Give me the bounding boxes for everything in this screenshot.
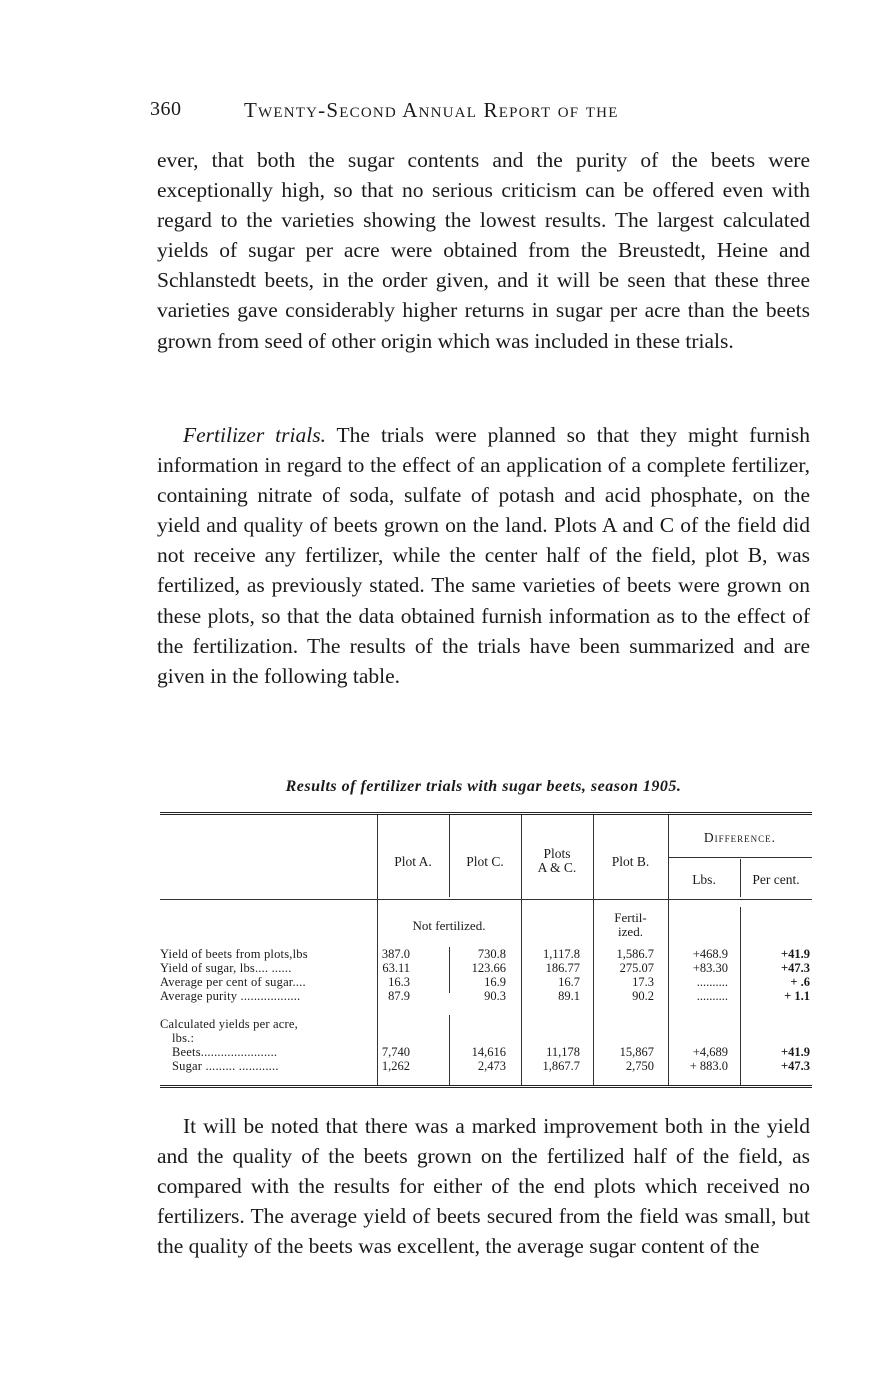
header-plots-ac: A & C. (537, 860, 577, 875)
cell-difference-percent: + .6 (790, 975, 810, 989)
cell-plot-b: 275.07 (619, 961, 654, 975)
paragraph-body: The trials were planned so that they might furnish information in regard to the effect of an application of a complete fertilizer, containing nitrate of soda, sulfate of potash and acid phosphate, on the yield and quality of beets grown on the land. Plots A and C of the field did not receive any fertilizer, while the center half of the field, plot B, was fertilized, as previously stated. The same varieties of beets were grown on these plots, so that the data obtained furnish information as to the effect of the fertilization. The results of the trials have been summarized and are given in the following table. (157, 423, 810, 688)
cell-plots-ac: 1,117.8 (542, 947, 580, 961)
cell-plot-a: 1,262 (381, 1059, 410, 1073)
row-label: Sugar ......... ............ (172, 1059, 279, 1073)
page-header (150, 98, 810, 128)
header-plots-ac: Plots (543, 846, 571, 861)
paragraph-fertilizer-trials (157, 420, 810, 691)
cell-plot-a: 387.0 (381, 947, 410, 961)
table-caption: Results of fertilizer trials with sugar beets, season 1905. (285, 778, 682, 795)
table-rule (160, 899, 812, 900)
row-label: Yield of beets from plots,lbs (160, 947, 308, 961)
cell-plot-c: 2,473 (477, 1059, 506, 1073)
paragraph-text: ever, that both the sugar contents and the purity of the beets were exceptionally high, so that no serious criticism can be offered even with regard to the varieties showing the lowest results. The largest calculated yields of sugar per acre were obtained from the Breustedt, Heine and Schlanstedt beets, in the order given, and it will be seen that these three varieties gave considerably higher returns in sugar per acre than the beets grown from seed of other origin which was included in these trials. (157, 148, 810, 353)
header-plot-c: Plot C. (466, 854, 504, 869)
row-label: Average per cent of sugar.... (160, 975, 306, 989)
cell-plots-ac: 16.7 (558, 975, 580, 989)
paragraph-results (157, 1111, 810, 1261)
row-label-acre-heading: lbs.: (172, 1031, 195, 1045)
cell-difference-lbs: .......... (696, 989, 728, 1003)
header-difference: Difference. (703, 830, 777, 845)
header-plot-a: Plot A. (394, 854, 432, 869)
cell-plot-b: 90.2 (632, 989, 654, 1003)
subhead-fertilized: Fertil- (614, 910, 647, 925)
table-rule (449, 947, 450, 993)
row-label: Average purity .................. (160, 989, 301, 1003)
cell-plot-a: 16.3 (388, 975, 410, 989)
cell-plots-ac: 89.1 (558, 989, 580, 1003)
cell-plot-a: 63.11 (382, 961, 410, 975)
cell-plot-b: 17.3 (632, 975, 654, 989)
table-rule (668, 857, 812, 858)
row-label: Beets....................... (172, 1045, 278, 1059)
page-number: 360 (150, 98, 182, 120)
table-rule (668, 815, 669, 1085)
cell-plot-c: 14,616 (471, 1045, 506, 1059)
cell-plot-c: 90.3 (484, 989, 506, 1003)
cell-plots-ac: 186.77 (545, 961, 580, 975)
row-label: Yield of sugar, lbs.... ...... (160, 961, 292, 975)
cell-plot-c: 123.66 (471, 961, 506, 975)
cell-difference-lbs: + 883.0 (689, 1059, 728, 1073)
header-plot-b: Plot B. (611, 854, 650, 869)
paragraph-text: It will be noted that there was a marked improvement both in the yield and the quality of the beets grown on the fertilized half of the field, as compared with the results for either of the end plots which received no fertilizers. The average yield of beets secured from the field was small, but the quality of the beets was excellent, the average sugar content of the (157, 1114, 810, 1259)
cell-plots-ac: 11,178 (546, 1045, 580, 1059)
table-rule (740, 907, 741, 1085)
cell-difference-lbs: .......... (696, 975, 728, 989)
cell-plot-b: 2,750 (625, 1059, 654, 1073)
cell-difference-percent: +47.3 (781, 1059, 810, 1073)
cell-plot-a: 7,740 (381, 1045, 410, 1059)
subhead-not-fertilized: Not fertilized. (412, 918, 486, 933)
cell-plot-c: 16.9 (484, 975, 506, 989)
cell-plot-b: 1,586.7 (616, 947, 654, 961)
paragraph-heading: Fertilizer trials. (183, 423, 326, 447)
header-difference-lbs: Lbs. (692, 872, 716, 887)
fertilizer-results-table (160, 812, 812, 1088)
cell-plot-a: 87.9 (388, 989, 410, 1003)
paragraph-continuation (157, 145, 810, 356)
cell-plot-b: 15,867 (619, 1045, 654, 1059)
row-label-acre-heading: Calculated yields per acre, (160, 1017, 298, 1031)
cell-plots-ac: 1,867.7 (542, 1059, 580, 1073)
cell-difference-percent: +41.9 (781, 1045, 810, 1059)
cell-difference-lbs: +468.9 (692, 947, 728, 961)
paragraph-text (157, 420, 810, 691)
subhead-fertilized: ized. (618, 924, 643, 939)
table-rule (449, 1015, 450, 1085)
cell-difference-percent: +41.9 (781, 947, 810, 961)
cell-plot-c: 730.8 (477, 947, 506, 961)
cell-difference-percent: + 1.1 (784, 989, 810, 1003)
cell-difference-percent: +47.3 (781, 961, 810, 975)
cell-difference-lbs: +83.30 (692, 961, 728, 975)
header-difference-percent: Per cent. (752, 872, 800, 887)
running-title: Twenty-Second Annual Report of the (244, 98, 619, 122)
cell-difference-lbs: +4,689 (692, 1045, 728, 1059)
